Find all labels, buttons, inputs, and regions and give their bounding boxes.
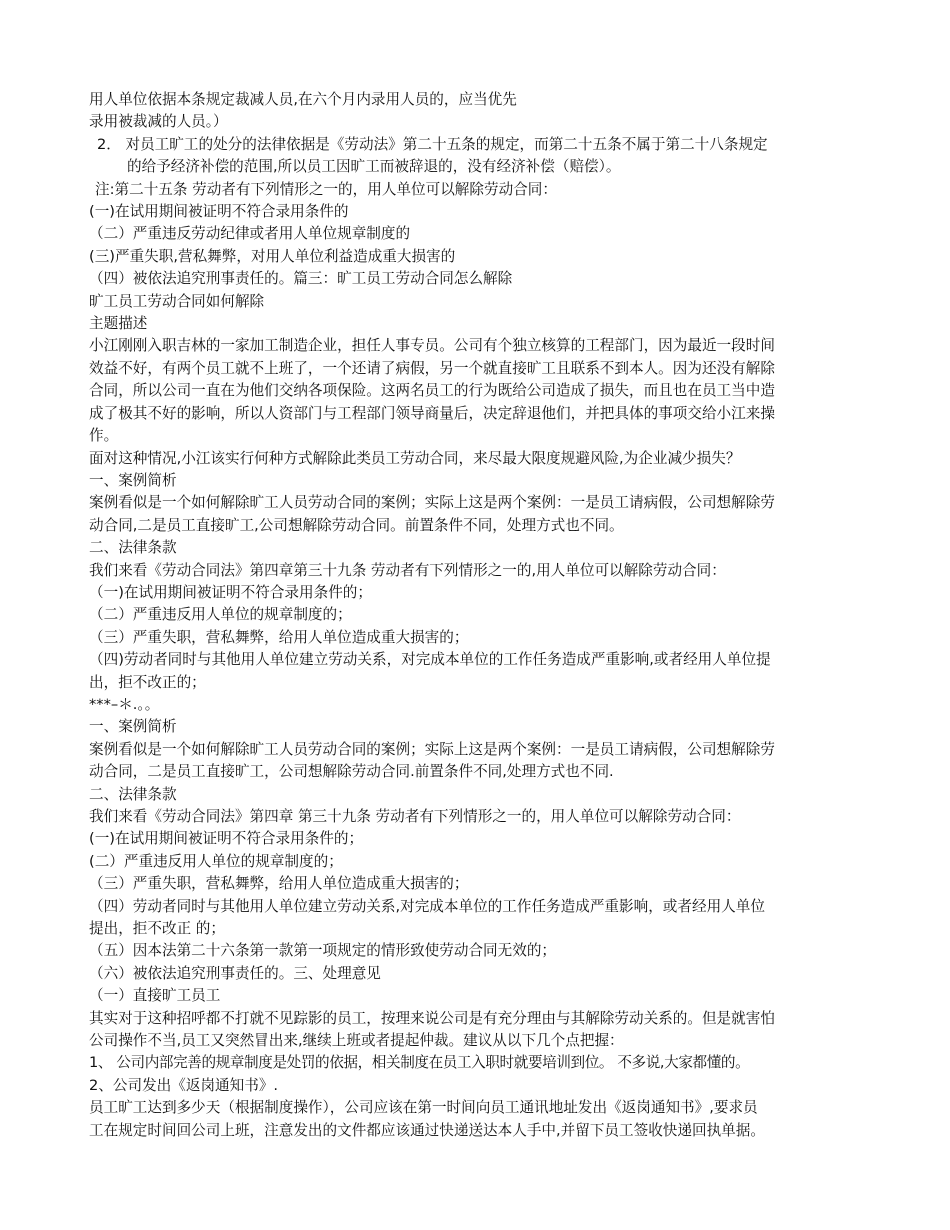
list-item: （三）严重失职，营私舞弊，给用人单位造成重大损害的；: [89, 875, 469, 893]
document-body: [89, 89, 859, 1142]
list-item: （四)劳动者同时与其他用人单位建立劳动关系，对完成本单位的工作任务造成严重影响,或者经用人单位提: [89, 651, 771, 669]
text-line: 员工旷工达到多少天（根据制度操作），公司应该在第一时间向员工通讯地址发出《返岗通知书》,要求员: [89, 1099, 758, 1117]
text-line: 出，拒不改正的；: [89, 673, 206, 691]
text-line: 案例看似是一个如何解除旷工人员劳动合同的案例；实际上这是两个案例：一是员工请病假，公司想解除劳: [89, 494, 775, 512]
text-line: 的给予经济补偿的范围,所以员工因旷工而被辞退的，没有经济补偿（赔偿）。: [127, 158, 621, 176]
text-line: 录用被裁减的人员。）: [89, 113, 228, 131]
text-line: 提出，拒不改正 的；: [89, 920, 225, 938]
numbered-item: 2、公司发出《返岗通知书》.: [89, 1076, 279, 1094]
numbered-item: 1、 公司内部完善的规章制度是处罚的依据，相关制度在员工入职时就要培训到位。 不多说,大家都懂的。: [89, 1054, 750, 1072]
section-heading: 一、案例简析: [89, 718, 177, 736]
text-line: 工在规定时间回公司上班，注意发出的文件都应该通过快递送达本人手中,并留下员工签收快递回执单据。: [89, 1121, 765, 1139]
text-line: 面对这种情况,小江该实行何种方式解除此类员工劳动合同，来尽最大限度规避风险,为企业减少损失？: [89, 449, 741, 467]
list-item: (二）严重违反用人单位的规章制度的；: [89, 852, 343, 870]
list-item: （四）劳动者同时与其他用人单位建立劳动关系,对完成本单位的工作任务造成严重影响，或者经用人单位: [89, 897, 765, 915]
text-line: 效益不好，有两个员工就不上班了，一个还请了病假，另一个就直接旷工且联系不到本人。因为还没有解除: [89, 359, 775, 377]
section-heading: 一、案例简析: [89, 471, 177, 489]
text-line: 用人单位依据本条规定裁减人员,在六个月内录用人员的，应当优先: [89, 91, 517, 108]
list-item: （六）被依法追究刑事责任的。三、处理意见: [89, 964, 381, 982]
text-line: 公司操作不当,员工又突然冒出来,继续上班或者提起仲裁。建议从以下几个点把握：: [89, 1032, 624, 1050]
text-line: 小江刚刚入职吉林的一家加工制造企业，担任人事专员。公司有个独立核算的工程部门，因为最近一段时间: [89, 337, 775, 355]
section-heading: 主题描述: [89, 315, 148, 333]
list-item: （三）严重失职，营私舞弊，给用人单位造成重大损害的；: [89, 628, 469, 646]
text-line: 作。: [89, 427, 119, 445]
text-line: 动合同，二是员工直接旷工，公司想解除劳动合同.前置条件不同,处理方式也不同.: [89, 763, 614, 781]
numbered-paragraph: 2． 对员工旷工的处分的法律依据是《劳动法》第二十五条的规定，而第二十五条不属于第二十八条规定: [97, 135, 768, 153]
list-item: （四）被依法追究刑事责任的。篇三：旷工员工劳动合同怎么解除: [89, 270, 513, 288]
section-heading: （一）直接旷工员工: [89, 987, 221, 1005]
list-item: （一)在试用期间被证明不符合录用条件的；: [89, 583, 372, 601]
text-line: 成了极其不好的影响，所以人资部门与工程部门领导商量后，决定辞退他们，并把具体的事项交给小江来操: [89, 404, 775, 422]
list-item: (三)严重失职,营私舞弊，对用人单位利益造成重大损害的: [89, 247, 456, 265]
list-item: （二）严重违反用人单位的规章制度的；: [89, 606, 352, 624]
list-item: (一)在试用期间被证明不符合录用条件的: [89, 203, 349, 221]
list-item: (一)在试用期间被证明不符合录用条件的；: [89, 830, 364, 848]
list-item: （二）严重违反劳动纪律或者用人单位规章制度的: [89, 225, 411, 243]
separator-text: ***–＊.。。: [89, 695, 160, 713]
text-line: 案例看似是一个如何解除旷工人员劳动合同的案例；实际上这是两个案例：一是员工请病假，公司想解除劳: [89, 740, 775, 758]
text-line: 动合同,二是员工直接旷工,公司想解除劳动合同。前置条件不同，处理方式也不同。: [89, 516, 624, 534]
text-line: 我们来看《劳动合同法》第四章 第三十九条 劳动者有下列情形之一的，用人单位可以解除劳动合同：: [89, 808, 741, 825]
section-title: 旷工员工劳动合同如何解除: [89, 292, 265, 310]
text-line: 合同，所以公司一直在为他们交纳各项保险。这两名员工的行为既给公司造成了损失，而且也在员工当中造: [89, 382, 775, 400]
section-heading: 二、法律条款: [89, 539, 177, 557]
list-item: （五）因本法第二十六条第一款第一项规定的情形致使劳动合同无效的；: [89, 942, 557, 960]
text-line: 我们来看《劳动合同法》第四章第三十九条 劳动者有下列情形之一的,用人单位可以解除劳动合同：: [89, 561, 726, 579]
note-line: 注:第二十五条 劳动者有下列情形之一的，用人单位可以解除劳动合同：: [95, 180, 557, 198]
section-heading: 二、法律条款: [89, 785, 177, 803]
text-line: 其实对于这种招呼都不打就不见踪影的员工，按理来说公司是有充分理由与其解除劳动关系的。但是就害怕: [89, 1009, 775, 1027]
